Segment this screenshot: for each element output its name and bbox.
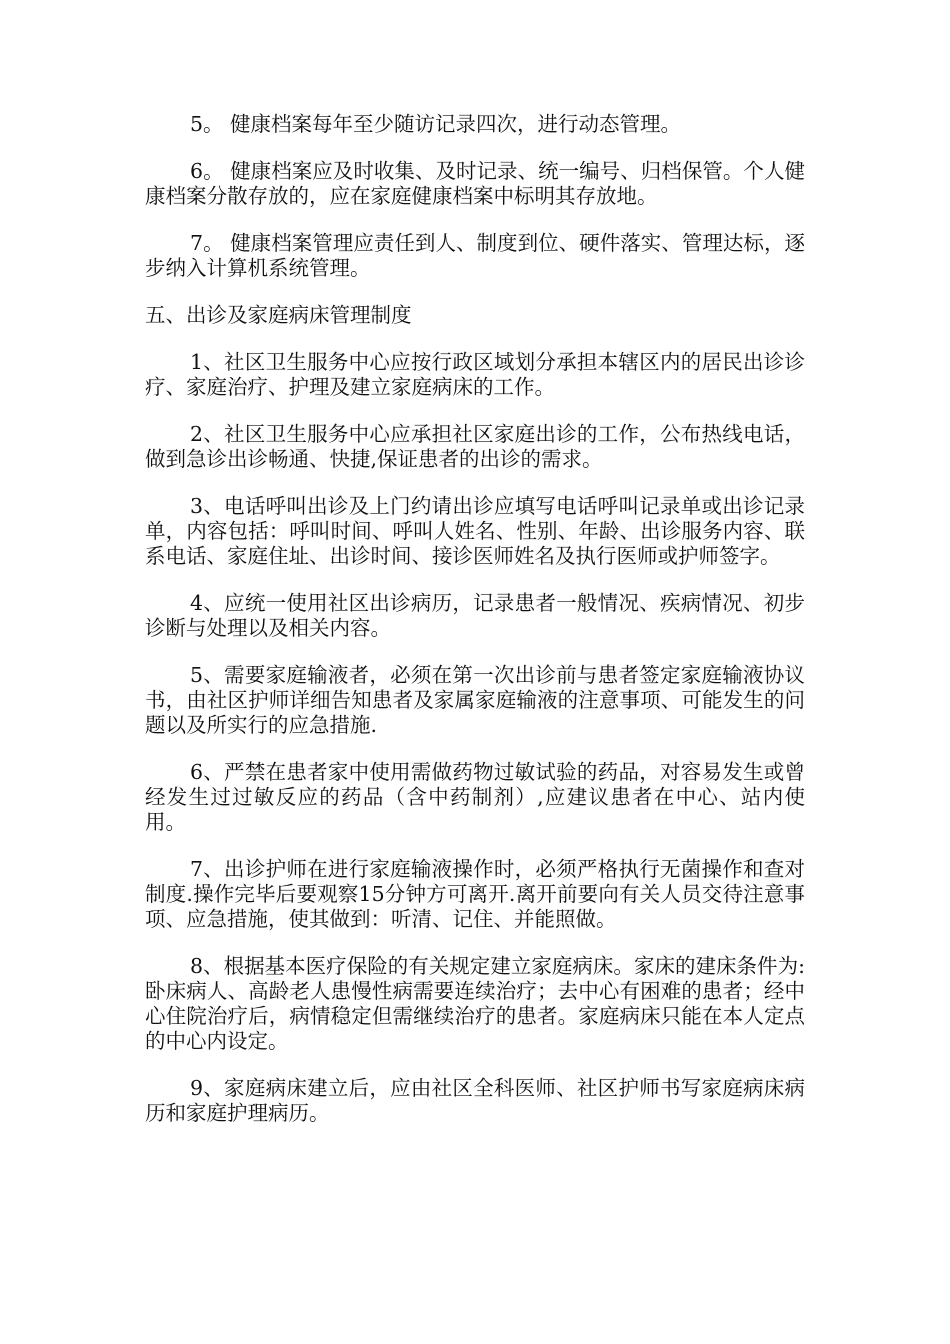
document-body (145, 112, 805, 1148)
paragraph-archive-6: 6。 健康档案应及时收集、及时记录、统一编号、归档保管。个人健康档案分散存放的，应在家庭健康档案中标明其存放地。 (145, 159, 805, 208)
paragraph-visit-9: 9、家庭病床建立后，应由社区全科医师、社区护师书写家庭病床病历和家庭护理病历。 (145, 1076, 805, 1125)
paragraph-visit-2: 2、社区卫生服务中心应承担社区家庭出诊的工作，公布热线电话，做到急诊出诊畅通、快捷,保证患者的出诊的需求。 (145, 422, 805, 471)
paragraph-visit-1: 1、社区卫生服务中心应按行政区域划分承担本辖区内的居民出诊诊疗、家庭治疗、护理及建立家庭病床的工作。 (145, 350, 805, 399)
paragraph-archive-5: 5。 健康档案每年至少随访记录四次，进行动态管理。 (190, 112, 682, 136)
section-heading: 五、出诊及家庭病床管理制度 (145, 303, 412, 327)
paragraph-visit-8: 8、根据基本医疗保险的有关规定建立家庭病床。家床的建床条件为:卧床病人、高龄老人患慢性病需要连续治疗；去中心有困难的患者；经中心住院治疗后，病情稳定但需继续治疗的患者。家庭病床只能在本人定点的中心内设定。 (145, 954, 805, 1053)
paragraph-visit-7: 7、出诊护师在进行家庭输液操作时，必须严格执行无菌操作和查对制度.操作完毕后要观察15分钟方可离开.离开前要向有关人员交待注意事项、应急措施，使其做到：听清、记住、并能照做。 (145, 857, 805, 931)
paragraph-visit-4: 4、应统一使用社区出诊病历，记录患者一般情况、疾病情况、初步诊断与处理以及相关内容。 (145, 591, 805, 640)
paragraph-archive-7: 7。 健康档案管理应责任到人、制度到位、硬件落实、管理达标，逐步纳入计算机系统管理。 (145, 231, 805, 280)
paragraph-visit-3: 3、电话呼叫出诊及上门约请出诊应填写电话呼叫记录单或出诊记录单，内容包括：呼叫时间、呼叫人姓名、性别、年龄、出诊服务内容、联系电话、家庭住址、出诊时间、接诊医师姓名及执行医师或护师签字。 (145, 494, 805, 568)
paragraph-visit-5: 5、需要家庭输液者，必须在第一次出诊前与患者签定家庭输液协议书，由社区护师详细告知患者及家属家庭输液的注意事项、可能发生的问题以及所实行的应急措施. (145, 663, 805, 737)
paragraph-visit-6: 6、严禁在患者家中使用需做药物过敏试验的药品，对容易发生或曾经发生过过敏反应的药品（含中药制剂）,应建议患者在中心、站内使用。 (145, 760, 805, 834)
